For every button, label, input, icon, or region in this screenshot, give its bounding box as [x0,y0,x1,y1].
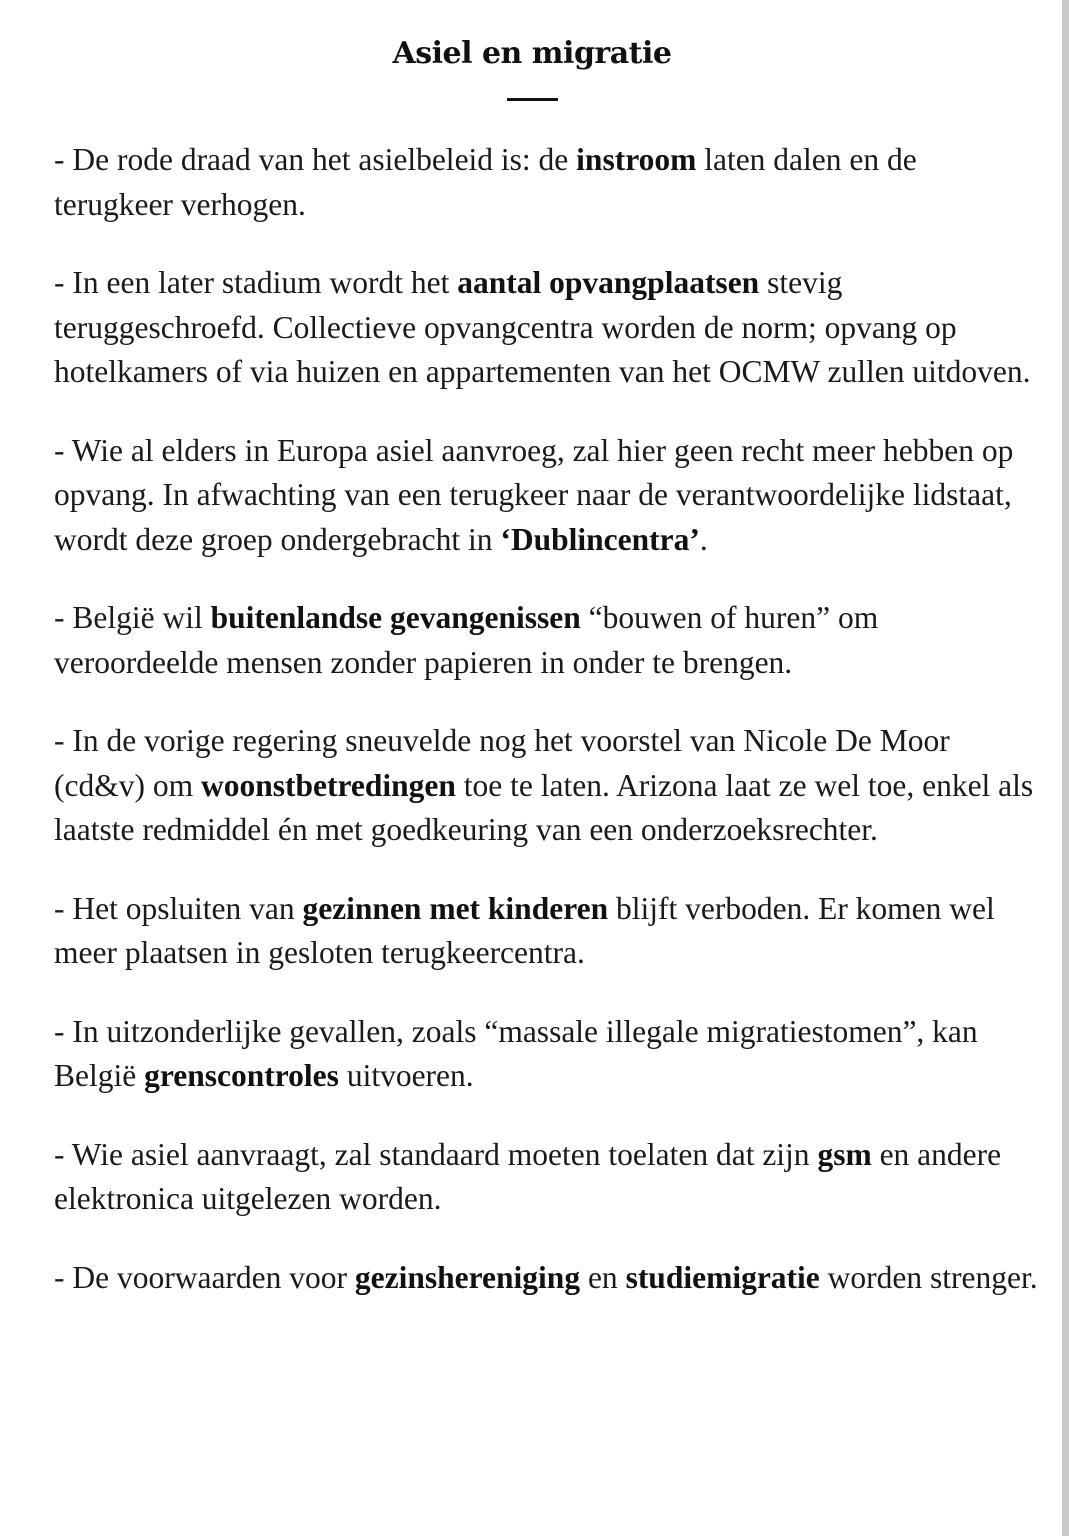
bold-keyword: instroom [576,142,697,177]
paragraph-text: - Wie al elders in Europa asiel aanvroeg, zal hier geen recht meer hebben op opvang. In afwachting van een terugkeer naar de verantwoordelijke lidstaat, wordt deze groep ondergebracht in [54,432,1014,557]
article-body [54,138,1039,1334]
bullet-paragraph [54,887,1039,976]
title-divider [507,98,558,101]
paragraph-text: - Wie asiel aanvraagt, zal standaard moeten toelaten dat zijn [54,1136,818,1172]
paragraph-text: uitvoeren. [338,1058,474,1093]
bullet-paragraph [54,719,1039,853]
bold-keyword: gezinnen met kinderen [302,890,609,926]
bullet-paragraph [54,429,1039,563]
paragraph-text: - In uitzonderlijke gevallen, zoals “massale illegale migratiestomen”, kan België [54,1013,978,1093]
paragraph-text: - Het opsluiten van [54,890,303,926]
bold-keyword: gezinshereniging [354,1259,581,1295]
paragraph-text: toe te laten. Arizona laat ze wel toe, enkel als laatste redmiddel én met goedkeuring van een onderzoeksrechter. [54,767,1034,847]
paragraph-text: “bouwen of huren” om veroordeelde mensen zonder papieren in onder te brengen. [54,600,879,680]
bold-keyword: aantal opvangplaatsen [457,265,760,300]
bullet-paragraph [54,1010,1039,1099]
bold-keyword: grenscontroles [144,1058,339,1093]
paragraph-text: blijft verboden. Er komen wel meer plaatsen in gesloten terugkeercentra. [54,890,995,970]
paragraph-text: - In de vorige regering sneuvelde nog het voorstel van Nicole De Moor (cd&v) om [54,723,950,803]
paragraph-text: worden strenger. [819,1259,1038,1295]
bold-keyword: gsm [817,1136,872,1172]
bullet-paragraph [54,261,1039,395]
paragraph-text: - De voorwaarden voor [54,1259,355,1295]
paragraph-text: - België wil [54,600,211,635]
bullet-paragraph [54,1133,1039,1222]
paragraph-text: stevig teruggeschroefd. Collectieve opvangcentra worden de norm; opvang op hotelkamers of via huizen en appartementen van het OCMW zullen uitdoven. [54,265,1031,389]
paragraph-text: - De rode draad van het asielbeleid is: de [54,142,577,177]
paragraph-text: . [699,521,708,557]
bold-keyword: studiemigratie [625,1259,820,1295]
bullet-paragraph [54,596,1039,685]
article-title: Asiel en migratie [392,36,672,71]
bold-keyword: buitenlandse gevangenissen [210,600,581,635]
page-edge-divider [1062,0,1069,1536]
paragraph-text: - In een later stadium wordt het [54,265,458,300]
bold-keyword: woonstbetredingen [200,767,456,803]
bold-keyword: ‘Dublincentra’ [500,521,700,557]
paragraph-text: en [580,1259,626,1295]
paragraph-text: laten dalen en de terugkeer verhogen. [54,142,917,222]
bullet-paragraph [54,138,1039,227]
paragraph-text: en andere elektronica uitgelezen worden. [54,1136,1002,1216]
bullet-paragraph [54,1256,1039,1301]
